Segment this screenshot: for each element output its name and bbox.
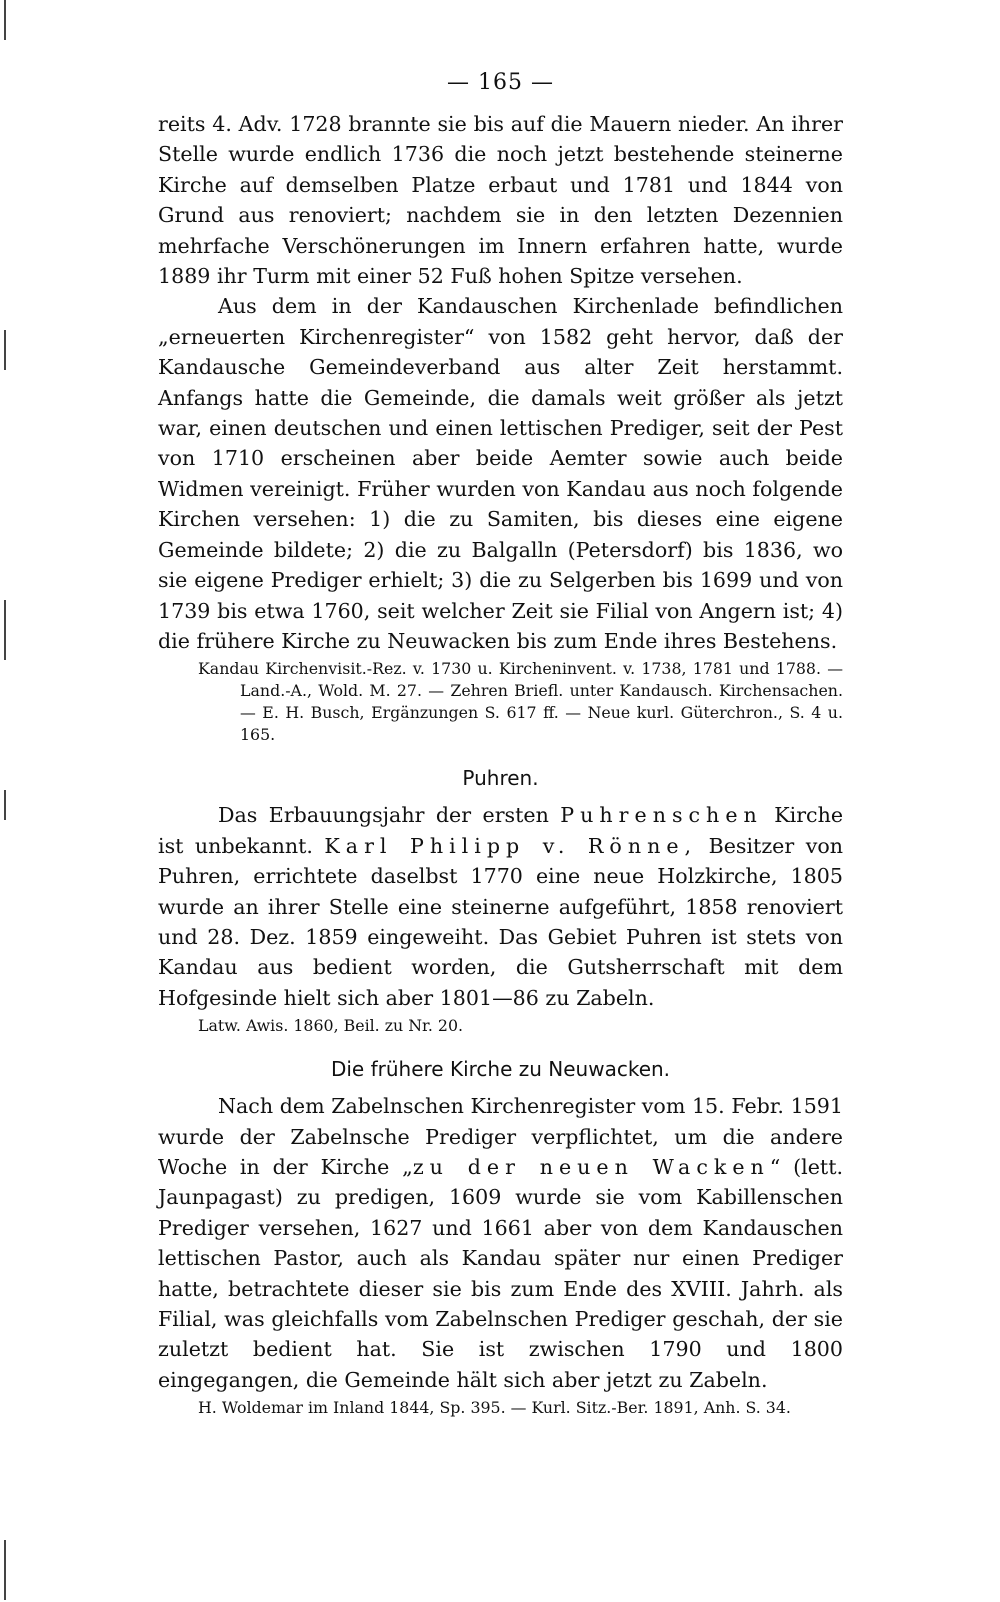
text-run: Das Erbauungsjahr der ersten	[218, 803, 549, 828]
spaced-text: zu der neuen Wacken	[412, 1154, 770, 1179]
source-note-3: H. Woldemar im Inland 1844, Sp. 395. — Kurl. Sitz.-Ber. 1891, Anh. S. 34.	[198, 1398, 791, 1418]
scan-mark	[4, 330, 6, 370]
scan-mark	[4, 790, 6, 820]
source-note-2: Latw. Awis. 1860, Beil. zu Nr. 20.	[198, 1016, 464, 1036]
paragraph-2: Aus dem in der Kandauschen Kirchenlade befindlichen „erneuerten Kirchenregister“ von 1582 geht hervor, daß der Kandausche Gemeindeverband aus alter Zeit herstammt. Anfangs hatte die Gemeinde, die damals weit größer als jetzt war, einen deutschen und einen lettischen Prediger, seit der Pest von 1710 erscheinen aber beide Aemter sowie auch beide Widmen vereinigt. Früher wurden von Kandau aus noch folgende Kirchen versehen: 1) die zu Samiten, bis dieses eine eigene Gemeinde bildete; 2) die zu Balgalln (Petersdorf) bis 1836, wo sie eigene Prediger erhielt; 3) die zu Selgerben bis 1699 und von 1739 bis etwa 1760, seit welcher Zeit sie Filial von Angern ist; 4) die frühere Kirche zu Neuwacken bis zum Ende ihres Bestehens.	[158, 294, 843, 653]
source-note-1: Kandau Kirchenvisit.-Rez. v. 1730 u. Kircheninvent. v. 1738, 1781 und 1788. — Land.-A., Wold. M. 27. — Zehren Briefl. unter Kandausch. Kirchensachen. — E. H. Busch, Ergänzungen S. 617 ff. — Neue kurl. Güterchron., S. 4 u. 165.	[198, 659, 843, 745]
scan-mark	[4, 1540, 6, 1600]
text-run: Nach dem Zabelnschen Kirchenregister vom 15. Febr. 1591 wurde der Zabelnsche Prediger verpflichtet, um die andere Woche in der Kirche „	[158, 1094, 843, 1179]
paragraph-neuwacken	[158, 1091, 843, 1395]
spaced-text: Karl Philipp v. Rönne,	[324, 833, 698, 858]
scan-mark	[4, 0, 6, 40]
scan-edge-marks	[0, 0, 20, 1602]
page-number: — 165 —	[447, 70, 554, 95]
paragraph-puhren	[158, 800, 843, 1013]
spaced-text: Puhrenschen	[560, 803, 763, 828]
document-page	[158, 70, 843, 1419]
text-run: Kirche ist unbekannt.	[158, 803, 844, 858]
paragraph-1: reits 4. Adv. 1728 brannte sie bis auf die Mauern nieder. An ihrer Stelle wurde endlich 1736 die noch jetzt bestehende steinerne Kirche auf demselben Platze erbaut und 1781 und 1844 von Grund aus renoviert; nachdem sie in den letzten Dezennien mehrfache Verschönerungen im Innern erfahren hatte, wurde 1889 ihr Turm mit einer 52 Fuß hohen Spitze versehen.	[158, 112, 843, 289]
section-title-neuwacken: Die frühere Kirche zu Neuwacken.	[330, 1057, 671, 1082]
text-run: Besitzer von Puhren, errichtete daselbst 1770 eine neue Holzkirche, 1805 wurde an ihrer Stelle eine steinerne aufgeführt, 1858 renoviert und 28. Dez. 1859 eingeweiht. Das Gebiet Puhren ist stets von Kandau aus bedient worden, die Gutsherrschaft mit dem Hofgesinde hielt sich aber 1801—86 zu Zabeln.	[158, 833, 843, 1010]
scan-mark	[4, 600, 6, 660]
section-title-puhren: Puhren.	[462, 766, 539, 791]
text-run: “ (lett. Jaunpagast) zu predigen, 1609 wurde sie vom Kabillenschen Prediger versehen, 1627 und 1661 aber von dem Kandauschen lettischen Pastor, auch als Kandau später nur einen Prediger hatte, betrachtete dieser sie bis zum Ende des XVIII. Jahrh. als Filial, was gleichfalls vom Zabelnschen Prediger geschah, der sie zuletzt bedient hat. Sie ist zwischen 1790 und 1800 eingegangen, die Gemeinde hält sich aber jetzt zu Zabeln.	[158, 1154, 844, 1392]
